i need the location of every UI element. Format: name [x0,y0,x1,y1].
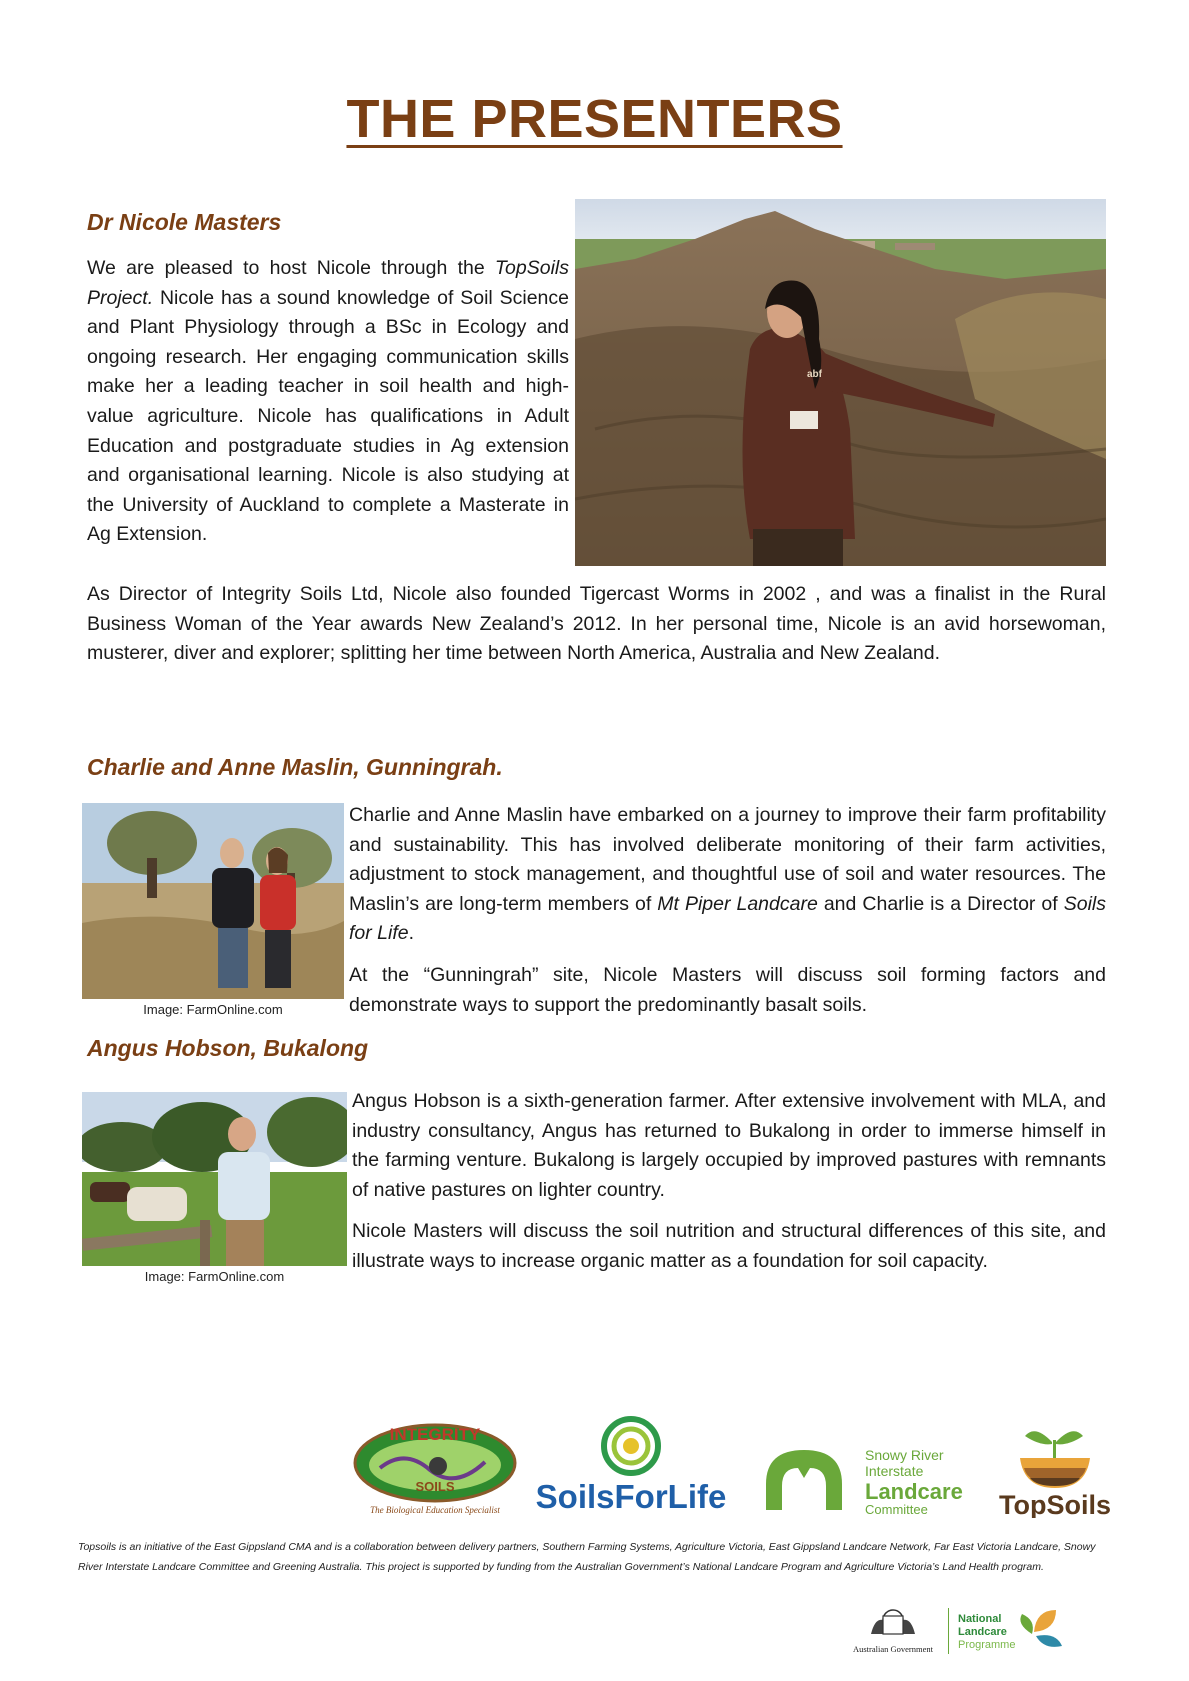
page-title [0,88,1189,150]
nicole-bio-text-b: Nicole has a sound knowledge of Soil Science and Plant Physiology through a BSc in Ecology and ongoing research. Her engaging communication skills make her a leading teacher in soil health and high-value agriculture. Nicole has qualifications in Adult Education and postgraduate studies in Ag extension and organisational learning. Nicole is also studying at the University of Auckland to complete a Masterate in Ag Extension. [87,286,569,546]
nlp-line2: Landcare [958,1626,1007,1638]
integrity-soils-logo [350,1418,520,1518]
australian-government-crest-icon [845,1604,941,1658]
nicole-bio-wrap-2 [87,580,1106,669]
australian-government-text: Australian Government [852,1644,934,1654]
soilsforlife-logo [528,1416,734,1516]
hobson-bio-wrap [352,1087,1106,1277]
logo-divider [948,1608,949,1654]
maslin-bio-paragraph-2: At the “Gunningrah” site, Nicole Masters will discuss soil forming factors and demonstrate ways to support the predominantly basalt soils. [349,963,1106,1016]
soilsforlife-logo-text: SoilsForLife [535,1478,727,1515]
nicole-bio-paragraph-1 [87,254,569,550]
maslin-photo-image [82,803,344,999]
integrity-logo-mid: SOILS [415,1479,455,1494]
footer-note: Topsoils is an initiative of the East Gippsland CMA and is a collaboration between delivery partners, Southern Farming Systems, Agriculture Victoria, East Gippsland Landcare Network, Far East Victoria Landcare, Snowy River Interstate Landcare Committee and Greening Australia. This project is supported by funding from the Australian Government’s National Landcare Program and Agriculture Victoria’s Land Health program. [78,1541,1096,1573]
australian-government-logo [845,1604,941,1658]
topsoils-project-text: TopSoils Project. [87,257,569,309]
maslin-bio-wrap [349,801,1106,1020]
nicole-heading: Dr Nicole Masters [87,209,282,235]
hobson-heading: Angus Hobson, Bukalong [87,1035,369,1061]
hobson-bio-paragraph-2: Nicole Masters will discuss the soil nutrition and structural differences of this site, and illustrate ways to increase organic matter as a foundation for soil capacity. [352,1220,1106,1272]
snowy-logo-line2: Interstate [865,1463,924,1479]
maslin-photo-caption: Image: FarmOnline.com [143,1002,283,1017]
nicole-bio-wrap [87,254,569,550]
maslin-photo [82,803,344,999]
maslin-bio-paragraph-1 [349,801,1106,949]
nicole-badge-text: abf [807,369,822,380]
soilsforlife-logo-image [528,1416,734,1516]
soils-for-life-text: Soils for Life [349,892,1106,945]
nicole-bio-paragraph-2: As Director of Integrity Soils Ltd, Nicole also founded Tigercast Worms in 2002 , and was a finalist in the Rural Business Woman of the Year awards New Zealand’s 2012. In her personal time, Nicole is an avid horsewoman, musterer, diver and explorer; splitting her time between North America, Australia and New Zealand. [87,583,1106,665]
maslin-bio-text-b: and Charlie is a Director of [817,892,1064,915]
hobson-photo [82,1092,347,1266]
national-landcare-programme-logo [956,1604,1076,1658]
snowy-logo-line1: Snowy River [865,1447,944,1463]
page-title-text: THE PRESENTERS [346,89,843,149]
snowy-river-landcare-logo [760,1444,968,1516]
integrity-soils-logo-image [350,1418,520,1518]
topsoils-logo [990,1422,1120,1518]
nicole-photo-image [575,199,1106,566]
maslin-bio-text-a: Charlie and Anne Maslin have embarked on a journey to improve their farm profitability and sustainability. This has involved deliberate monitoring of their farm activities, adjustment to stock management, and thoughtful use of soil and water resources. The Maslin’s are long-term members of [349,804,1106,915]
nlp-line1: National [958,1613,1002,1625]
snowy-logo-line3: Landcare [865,1479,963,1504]
hobson-photo-image [82,1092,347,1266]
topsoils-logo-image [990,1422,1120,1518]
mt-piper-landcare-text: Mt Piper Landcare [657,892,818,915]
national-landcare-programme-logo-image [956,1604,1076,1658]
snowy-river-landcare-logo-image [760,1444,968,1516]
maslin-heading: Charlie and Anne Maslin, Gunningrah. [87,754,503,780]
hobson-bio-paragraph-1: Angus Hobson is a sixth-generation farmer. After extensive involvement with MLA, and industry consultancy, Angus has returned to Bukalong in order to immerse himself in the farming venture. Bukalong is largely occupied by improved pastures with remnants of native pastures on lighter country. [352,1090,1106,1201]
nlp-line3: Programme [958,1639,1016,1651]
snowy-logo-line4: Committee [865,1502,928,1516]
hobson-photo-caption: Image: FarmOnline.com [144,1269,285,1284]
integrity-logo-sub: The Biological Education Specialist [370,1505,500,1515]
topsoils-logo-text: TopSoils [999,1490,1111,1518]
integrity-logo-top: INTEGRITY [389,1425,481,1444]
nicole-photo [575,199,1106,566]
nicole-bio-text-a: We are pleased to host Nicole through the [87,257,495,279]
maslin-bio-text-c: . [408,922,415,945]
